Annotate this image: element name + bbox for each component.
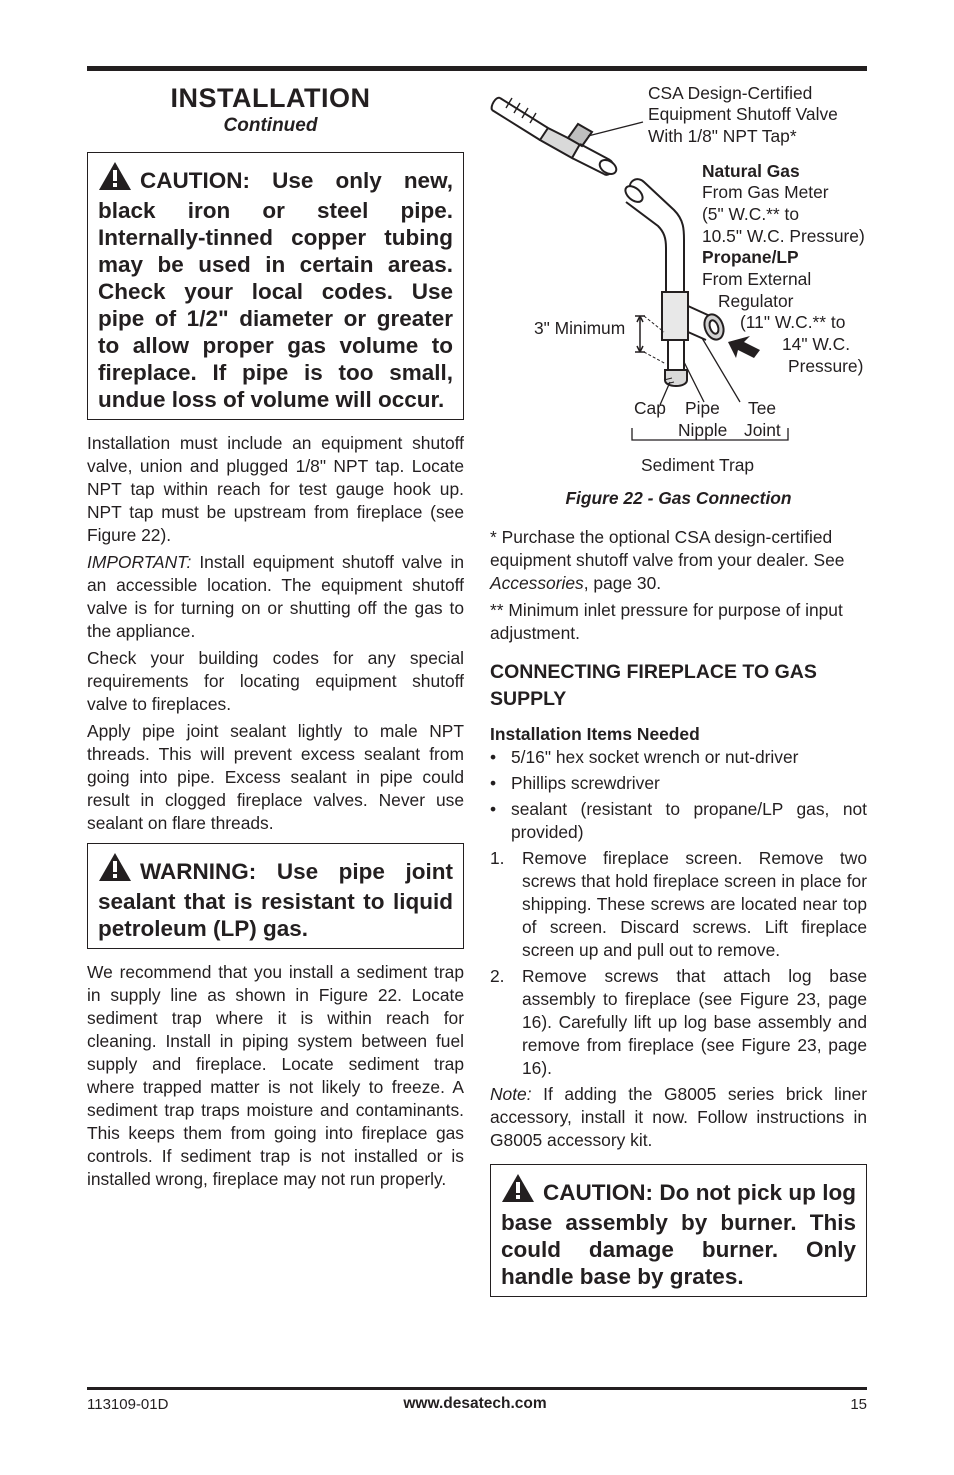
natural-gas-line-3: 10.5" W.C. Pressure) bbox=[702, 226, 865, 246]
website-link[interactable]: www.desatech.com bbox=[403, 1395, 547, 1412]
nipple-label: Nipple bbox=[678, 420, 728, 440]
para-sediment-trap: We recommend that you install a sediment trap in supply line as shown in Figure 22. Locate sediment trap where it is within reach for cleaning. Install in piping system between fuel supply and fireplace. Locate sediment trap where trapped matter is not likely to freeze. A sediment trap traps moisture and contaminants. This keeps them from going into fireplace gas controls. If sediment trap is not installed or is installed wrong, fireplace may not run properly. bbox=[87, 962, 464, 1189]
note-label: Note: bbox=[490, 1084, 532, 1104]
para-important bbox=[87, 551, 464, 643]
propane-line-3: (11" W.C.** to bbox=[740, 312, 846, 332]
natural-gas-title: Natural Gas bbox=[702, 161, 800, 181]
accessories-link-text: Accessories bbox=[490, 573, 584, 593]
page-number: 15 bbox=[850, 1396, 867, 1413]
warning-box-sealant bbox=[87, 843, 464, 949]
list-item-text: sealant (resistant to propane/LP gas, not provided) bbox=[511, 799, 867, 842]
bullet-icon: • bbox=[490, 773, 497, 793]
caution-box-pipe bbox=[87, 152, 464, 420]
caution-text-pipe: CAUTION: Use only new, black iron or steel pipe. Internally-tinned copper tubing may be used in certain areas. Check your local codes. Use pipe of 1/2" diameter or greater to allow proper gas volume to fireplace. If pipe is too small, undue loss of volume will occur. bbox=[98, 168, 453, 412]
left-column bbox=[87, 82, 464, 1195]
warning-triangle-icon bbox=[98, 161, 132, 197]
items-needed-heading: Installation Items Needed bbox=[490, 724, 700, 744]
steps-list bbox=[490, 847, 867, 1080]
sediment-trap-label: Sediment Trap bbox=[641, 455, 755, 475]
list-item bbox=[490, 798, 867, 844]
valve-label-1: CSA Design-Certified bbox=[648, 83, 813, 103]
valve-label-3: With 1/8" NPT Tap* bbox=[648, 126, 797, 146]
section-subtitle: Continued bbox=[223, 115, 318, 136]
step-item bbox=[490, 847, 867, 962]
propane-line-4: 14" W.C. bbox=[782, 334, 851, 354]
caution-box-log-base bbox=[490, 1164, 867, 1297]
warning-triangle-icon bbox=[98, 852, 132, 888]
step-text: Remove fireplace screen. Remove two screws that hold fireplace screen in place for shipping. These screws are located near top of screen. Discard screws. Lift fireplace screen up and pull out to remove. bbox=[522, 848, 867, 960]
list-item bbox=[490, 746, 867, 769]
list-item bbox=[490, 772, 867, 795]
important-text: Install equipment shutoff valve in an accessible location. The equipment shutoff valve is for turning on or shutting off the gas to the appliance. bbox=[87, 552, 464, 641]
minimum-label: 3" Minimum bbox=[534, 318, 626, 338]
document-code: 113109-01D bbox=[87, 1396, 169, 1413]
footnote-csa bbox=[490, 526, 867, 595]
list-item-text: Phillips screwdriver bbox=[511, 773, 660, 793]
tee-label: Tee bbox=[748, 398, 777, 418]
caution-text-log-base: CAUTION: Do not pick up log base assembly by burner. This could damage burner. Only handle base by grates. bbox=[501, 1180, 856, 1289]
figure-caption: Figure 22 - Gas Connection bbox=[565, 488, 792, 508]
bullet-icon: • bbox=[490, 747, 497, 767]
important-label: IMPORTANT: bbox=[87, 552, 192, 572]
warning-text-sealant: WARNING: Use pipe joint sealant that is resistant to liquid petroleum (LP) gas. bbox=[98, 859, 453, 941]
top-rule bbox=[87, 66, 867, 71]
warning-triangle-icon bbox=[501, 1173, 535, 1209]
connecting-heading: CONNECTING FIREPLACE TO GAS SUPPLY bbox=[490, 661, 817, 710]
para-shutoff-valve: Installation must include an equipment shutoff valve, union and plugged 1/8" NPT tap. Locate NPT tap within reach for test gauge hook up. NPT tap must be upstream from fireplace (see Figure 22). bbox=[87, 433, 464, 545]
propane-line-1: From External bbox=[702, 269, 812, 289]
bullet-icon: • bbox=[490, 799, 497, 819]
joint-label: Joint bbox=[744, 420, 781, 440]
footnote-csa-text: * Purchase the optional CSA design-certified equipment shutoff valve from your dealer. See bbox=[490, 527, 845, 570]
section-title: INSTALLATION bbox=[170, 83, 371, 113]
items-list bbox=[490, 746, 867, 844]
list-item-text: 5/16" hex socket wrench or nut-driver bbox=[511, 747, 799, 767]
step-item bbox=[490, 965, 867, 1080]
cap-label: Cap bbox=[634, 398, 666, 418]
natural-gas-line-2: (5" W.C.** to bbox=[702, 204, 800, 224]
step-number: 2. bbox=[490, 966, 505, 986]
propane-title: Propane/LP bbox=[702, 247, 799, 267]
step-number: 1. bbox=[490, 848, 505, 868]
note-text: If adding the G8005 series brick liner accessory, install it now. Follow instructions in G8005 accessory kit. bbox=[490, 1084, 867, 1150]
footnote-pressure: ** Minimum inlet pressure for purpose of input adjustment. bbox=[490, 600, 843, 643]
footnote-csa-page: , page 30. bbox=[583, 573, 662, 593]
note-brick-liner bbox=[490, 1083, 867, 1152]
pipe-label: Pipe bbox=[685, 398, 720, 418]
bottom-rule bbox=[87, 1387, 867, 1390]
propane-line-5: Pressure) bbox=[788, 356, 864, 376]
valve-label-2: Equipment Shutoff Valve bbox=[648, 104, 838, 124]
para-sealant: Apply pipe joint sealant lightly to male NPT threads. This will prevent excess sealant from going into pipe. Excess sealant in pipe could result in clogged fireplace valves. Never use sealant on flare threads. bbox=[87, 721, 464, 833]
propane-line-2: Regulator bbox=[718, 291, 794, 311]
gas-connection-figure bbox=[488, 80, 888, 510]
para-building-codes: Check your building codes for any special requirements for locating equipment shutoff valve to fireplaces. bbox=[87, 648, 464, 714]
right-column bbox=[490, 526, 867, 1297]
step-text: Remove screws that attach log base assembly to fireplace (see Figure 23, page 16). Carefully lift up log base assembly and remove from fireplace (see Figure 23, page 16). bbox=[522, 966, 867, 1078]
natural-gas-line-1: From Gas Meter bbox=[702, 182, 829, 202]
